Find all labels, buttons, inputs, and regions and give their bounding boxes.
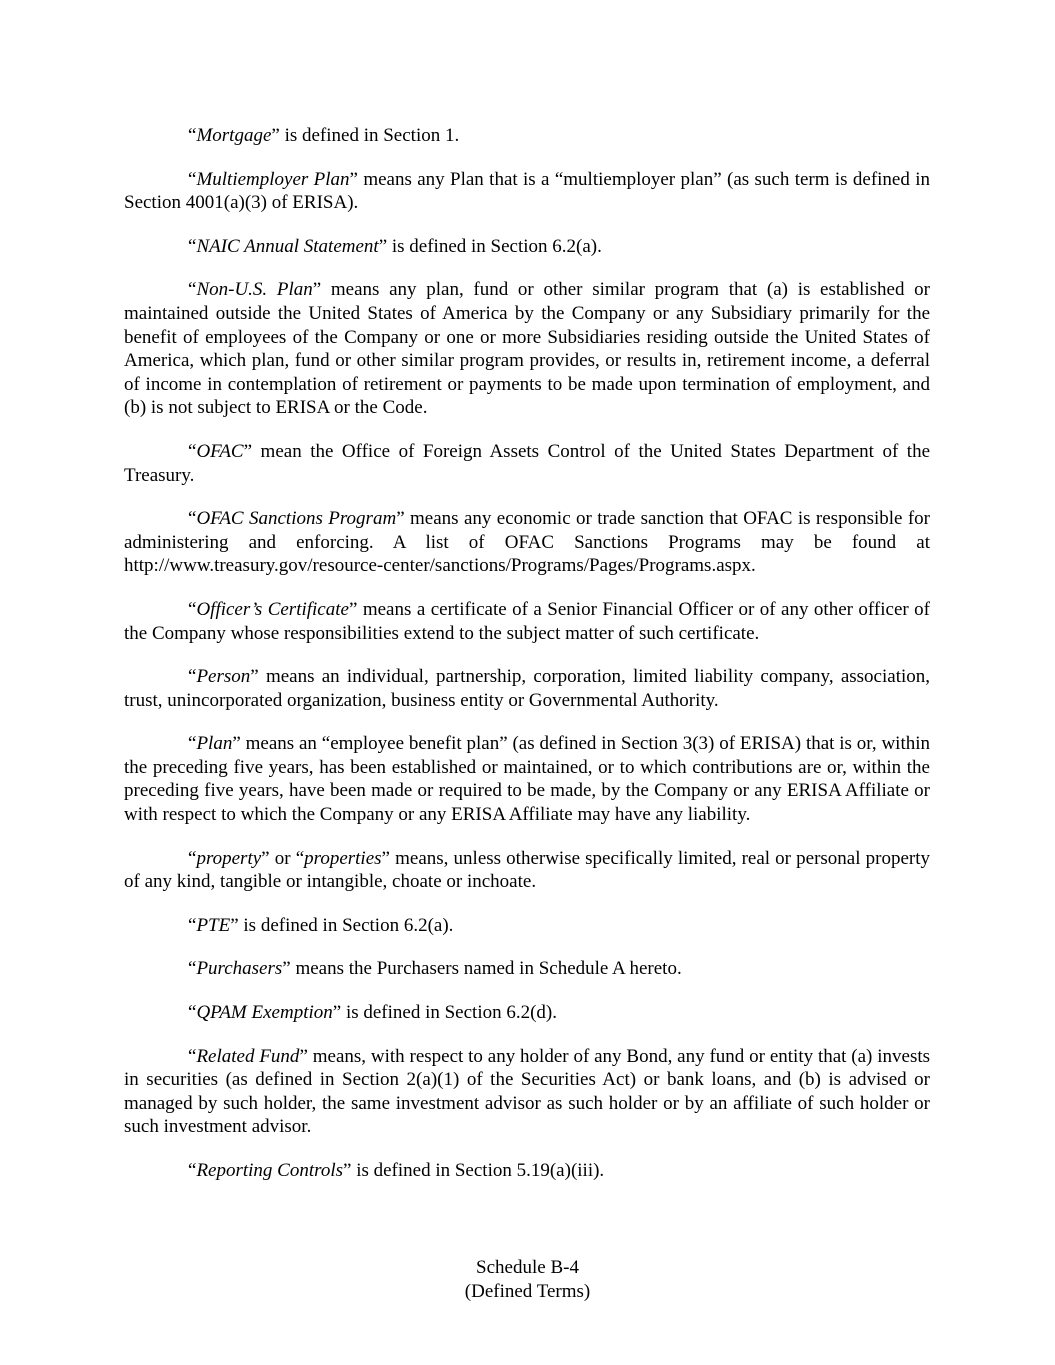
definition-pte: “PTE” is defined in Section 6.2(a). (188, 914, 454, 936)
definition-related-fund: “Related Fund” means, with respect to any holder of any Bond, any fund or entity that (a) invests in securities (as defined in Section 2(a)(1) of the Securities Act) or bank loans, and (b) is advised or managed by such holder, the same investment advisor as such holder or by an affiliate of such holder or such investment advisor. (124, 1045, 931, 1138)
definition-text: is defined in Section 5.19(a)(iii). (351, 1160, 605, 1181)
footer-schedule-label: Schedule B-4 (476, 1257, 579, 1278)
defined-term: Officer’s Certificate (196, 598, 349, 620)
definition-multiemployer-plan: “Multiemployer Plan” means any Plan that is a “multiemployer plan” (as such term is defined in Section 4001(a)(3) of ERISA). (124, 168, 931, 214)
definition-text: means any Plan that is a “multiemployer plan” (as such term is defined in Section 4001(a)(3) of ERISA). (124, 168, 931, 214)
defined-term: QPAM Exemption (196, 1002, 333, 1024)
definition-person: “Person” means an individual, partnership, corporation, limited liability company, association, trust, unincorporated organization, business entity or Governmental Authority. (124, 666, 930, 711)
defined-term: OFAC (196, 440, 244, 462)
defined-term: PTE (196, 914, 231, 936)
defined-term: Mortgage (196, 125, 272, 146)
document-body (124, 124, 930, 1203)
definition-connector: or (269, 847, 296, 869)
definition-text: is defined in Section 1. (279, 125, 460, 146)
defined-term: Person (196, 666, 251, 688)
definition-text: is defined in Section 6.2(a). (387, 235, 602, 257)
definition-officers-certificate: “Officer’s Certificate” means a certificate of a Senior Financial Officer or of any other officer of the Company whose responsibilities extend to the subject matter of such certificate. (124, 598, 930, 644)
definition-text: means the Purchasers named in Schedule A hereto. (290, 958, 682, 980)
defined-term: Non-U.S. Plan (196, 279, 313, 301)
definition-text: is defined in Section 6.2(a). (238, 914, 454, 936)
defined-term: Related Fund (196, 1045, 300, 1067)
definition-ofac: “OFAC” mean the Office of Foreign Assets Control of the United States Department of the Treasury. (124, 440, 930, 486)
definition-naic-annual-statement: “NAIC Annual Statement” is defined in Section 6.2(a). (188, 235, 602, 257)
definition-text: means any economic or trade sanction that OFAC is responsible for administering and enforcing. A list of OFAC Sanctions Programs may be found at http://www.treasury.gov/resource-center/sanctions/Programs/Pages/Programs.aspx. (124, 508, 931, 577)
definition-property: “property” or “properties” means, unless otherwise specifically limited, real or personal property of any kind, tangible or intangible, choate or inchoate. (124, 847, 930, 893)
definition-text: means, with respect to any holder of any Bond, any fund or entity that (a) invests in securities (as defined in Section 2(a)(1) of the Securities Act) or bank loans, and (b) is advised or managed by such holder, the same investment advisor as such holder or by an affiliate of such holder or such investment advisor. (124, 1045, 931, 1138)
definition-text: mean the Office of Foreign Assets Control of the United States Department of the Treasury. (124, 440, 930, 486)
definition-purchasers: “Purchasers” means the Purchasers named in Schedule A hereto. (188, 958, 682, 980)
definition-text: is defined in Section 6.2(d). (341, 1002, 558, 1024)
definition-text: means an individual, partnership, corporation, limited liability company, association, trust, unincorporated organization, business entity or Governmental Authority. (124, 666, 930, 711)
definition-text: means any plan, fund or other similar program that (a) is established or maintained outside the United States of America by the Company or any Subsidiary primarily for the benefit of employees of the Company or one or more Subsidiaries residing outside the United States of America, which plan, fund or other similar program provides, or results in, retirement income, a deferral of income in contemplation of retirement or payments to be made upon termination of employment, and (b) is not subject to ERISA or the Code. (124, 279, 931, 419)
defined-term: Reporting Controls (196, 1160, 343, 1181)
definition-text: means an “employee benefit plan” (as defined in Section 3(3) of ERISA) that is or, within the preceding five years, has been established or maintained, or to which contributions are or, within the preceding five years, have been made or required to be made, by the Company or any ERISA Affiliate or with respect to which the Company or any ERISA Affiliate may have any liability. (124, 733, 930, 826)
definition-ofac-sanctions-program: “OFAC Sanctions Program” means any economic or trade sanction that OFAC is responsible for administering and enforcing. A list of OFAC Sanctions Programs may be found at http://www.treasury.gov/resource-center/sanctions/Programs/Pages/Programs.aspx. (124, 508, 931, 577)
page-footer (0, 1256, 1055, 1303)
footer-section-label: (Defined Terms) (464, 1280, 591, 1302)
defined-term-alt: properties (304, 847, 382, 869)
definition-plan: “Plan” means an “employee benefit plan” (as defined in Section 3(3) of ERISA) that is or, within the preceding five years, has been established or maintained, or to which contributions are or, within the preceding five years, have been made or required to be made, by the Company or any ERISA Affiliate or with respect to which the Company or any ERISA Affiliate may have any liability. (124, 733, 930, 826)
defined-term: OFAC Sanctions Program (196, 508, 397, 530)
definition-text: means, unless otherwise specifically limited, real or personal property of any kind, tangible or intangible, choate or inchoate. (124, 847, 930, 893)
defined-term: property (196, 847, 262, 869)
defined-term: NAIC Annual Statement (196, 235, 379, 257)
defined-term: Multiemployer Plan (196, 168, 350, 190)
definition-reporting-controls: “Reporting Controls” is defined in Section 5.19(a)(iii). (188, 1160, 605, 1181)
definition-text: means a certificate of a Senior Financial Officer or of any other officer of the Company whose responsibilities extend to the subject matter of such certificate. (124, 598, 930, 644)
definition-mortgage: “Mortgage” is defined in Section 1. (188, 125, 460, 146)
definition-qpam-exemption: “QPAM Exemption” is defined in Section 6.2(d). (188, 1002, 558, 1024)
definition-non-us-plan: “Non-U.S. Plan” means any plan, fund or other similar program that (a) is established or maintained outside the United States of America by the Company or any Subsidiary primarily for the benefit of employees of the Company or one or more Subsidiaries residing outside the United States of America, which plan, fund or other similar program provides, or results in, retirement income, a deferral of income in contemplation of retirement or payments to be made upon termination of employment, and (b) is not subject to ERISA or the Code. (124, 279, 931, 419)
defined-term: Plan (196, 733, 233, 755)
defined-term: Purchasers (196, 958, 283, 980)
